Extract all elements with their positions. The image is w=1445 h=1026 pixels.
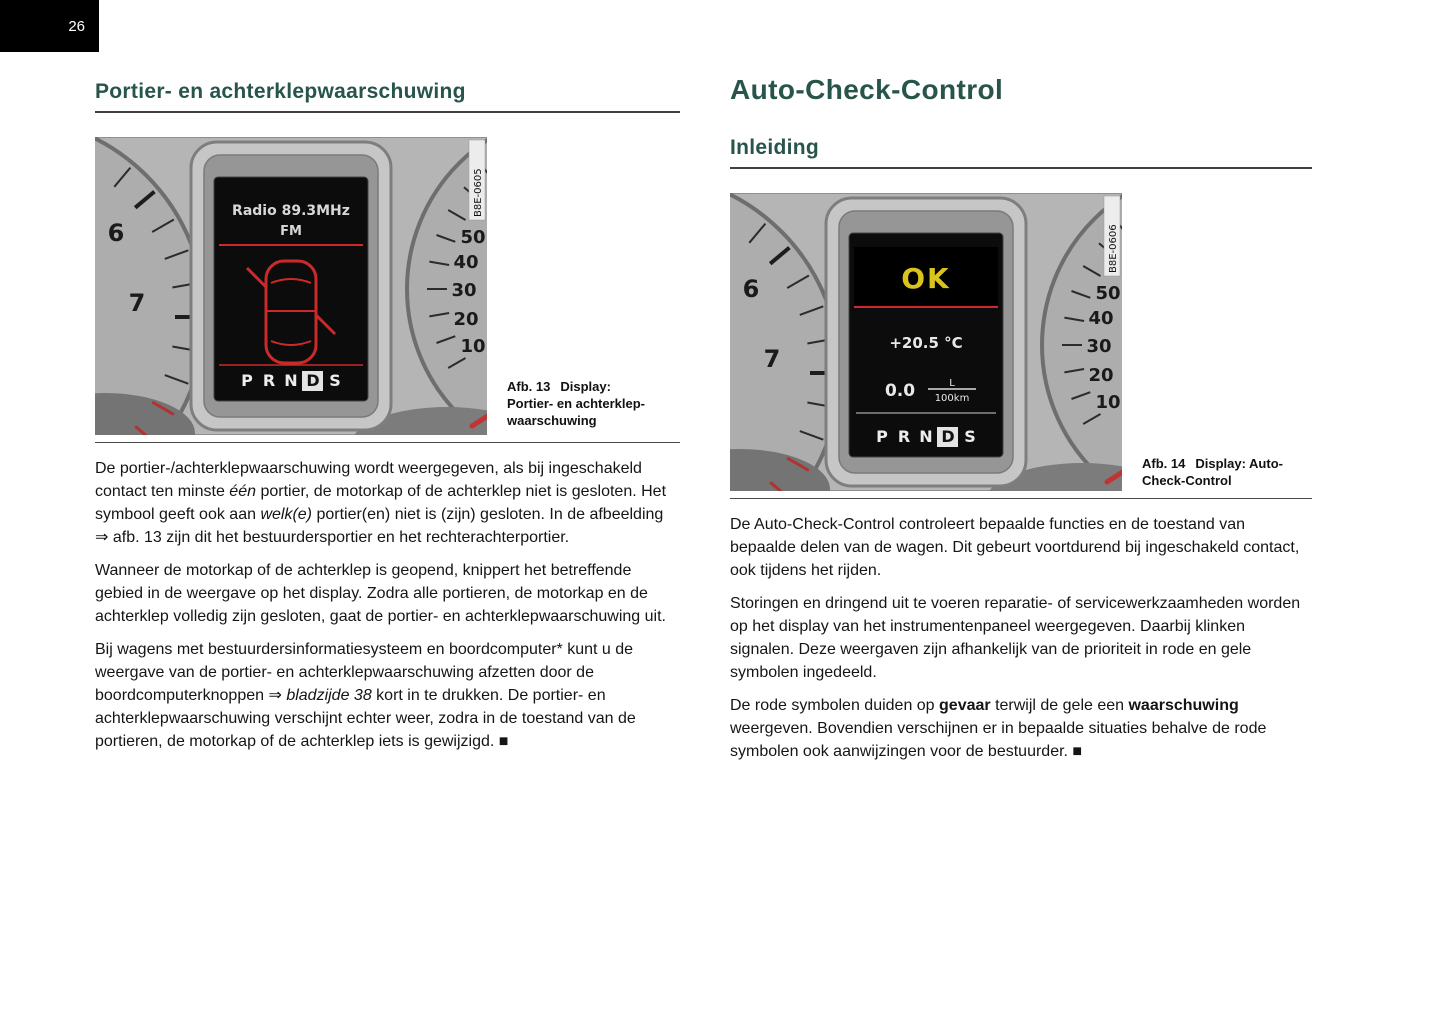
check-status-text: OK — [901, 262, 951, 295]
figure-13-rule — [95, 442, 680, 443]
svg-text:50: 50 — [460, 227, 486, 248]
svg-text:0.0: 0.0 — [884, 381, 916, 401]
svg-text:10: 10 — [1095, 392, 1121, 413]
svg-text:20: 20 — [1088, 365, 1114, 386]
left-column — [95, 80, 680, 763]
tach-number-6: 6 — [107, 219, 125, 247]
left-body — [95, 457, 680, 753]
svg-text:N: N — [919, 427, 933, 446]
svg-text:100km: 100km — [934, 393, 970, 404]
svg-text:N: N — [284, 371, 298, 390]
figure-14-caption: Afb. 14 Display: Auto- Check-Control — [1142, 456, 1283, 488]
figure-13-caption: Afb. 13 Display: Portier- en achterklep- waarschuwing — [507, 379, 645, 428]
paragraph: Bij wagens met bestuurdersinformatiesysteem en boordcomputer* kunt u de weergave van de portier- en achterklepwaarschuwing afzetten door de boordcomputerknoppen ⇒ bladzijde 38 kort in te drukken. De portier- en achterklepwaarschuwing verschijnt echter weer, zodra in de toestand van de portieren, de motorkap of de achterklep iets is gewijzigd. ■ — [95, 641, 636, 750]
right-body — [730, 513, 1312, 763]
figure-13-label: Afb. 13 — [507, 379, 551, 394]
svg-text:S: S — [329, 371, 341, 390]
page-number: 26 — [68, 17, 85, 35]
right-column — [730, 74, 1312, 773]
svg-text:10: 10 — [460, 336, 486, 357]
tach-number-7: 7 — [763, 345, 781, 373]
paragraph: Wanneer de motorkap of de achterklep is geopend, knippert het betreffende gebied in de weergave op het display. Zodra alle portieren, de motorkap en de achterklep volledig zijn gesloten, gaat de portier- en achterklepwaarschuwing uit. — [95, 562, 666, 625]
paragraph: De rode symbolen duiden op gevaar terwijl de gele een waarschuwing weergeven. Bovendien verschijnen er in bepaalde situaties behalve de rode symbolen ook aanwijzingen voor de bestuurder. ■ — [730, 697, 1267, 760]
svg-text:40: 40 — [1088, 308, 1114, 329]
figure-code: B8E-0605 — [473, 168, 484, 217]
figure-14-rule — [730, 498, 1312, 499]
right-section-heading: Inleiding — [730, 136, 820, 159]
svg-text:50: 50 — [1095, 283, 1121, 304]
svg-text:30: 30 — [1086, 336, 1112, 357]
svg-text:P: P — [876, 427, 888, 446]
svg-text:D: D — [306, 371, 320, 390]
paragraph: De portier-/achterklepwaarschuwing wordt weergegeven, als bij ingeschakeld contact ten minste één portier, de motorkap of de achterklep niet is gesloten. Het symbool geeft ook aan welk(e) portier(en) niet is (zijn) gesloten. In de afbeelding ⇒ afb. 13 zijn dit het bestuurdersportier en het rechterachterportier. — [95, 460, 667, 546]
left-section-heading: Portier- en achterklepwaarschuwing — [95, 80, 466, 103]
svg-text:R: R — [897, 427, 911, 446]
figure-code: B8E-0606 — [1108, 224, 1119, 273]
tach-number-7: 7 — [128, 289, 146, 317]
radio-band: FM — [280, 224, 302, 239]
paragraph: De Auto-Check-Control controleert bepaalde functies en de toestand van bepaalde delen van de wagen. Dit gebeurt voortdurend bij ingeschakeld contact, ook tijdens het rijden. — [730, 516, 1300, 579]
svg-text:R: R — [262, 371, 276, 390]
paragraph: Storingen en dringend uit te voeren reparatie- of servicewerkzaamheden worden op het display van het instrumentenpaneel weergegeven. Daarbij klinken signalen. Deze weergaven zijn afhankelijk van de prioriteit in rode en gele symbolen ingedeeld. — [730, 595, 1301, 681]
svg-text:S: S — [964, 427, 976, 446]
page-number-box — [0, 0, 99, 52]
svg-text:20: 20 — [453, 309, 479, 330]
svg-text:L: L — [949, 378, 955, 389]
temperature-readout: +20.5 °C — [889, 334, 963, 352]
radio-line: Radio 89.3MHz — [232, 203, 350, 219]
figure-14 — [730, 193, 1312, 499]
svg-text:30: 30 — [451, 280, 477, 301]
figure-14-label: Afb. 14 — [1142, 456, 1186, 471]
svg-text:D: D — [941, 427, 955, 446]
chapter-heading: Auto-Check-Control — [730, 74, 1004, 105]
instrument-cluster-image-13 — [95, 137, 487, 435]
svg-text:40: 40 — [453, 252, 479, 273]
tach-number-6: 6 — [742, 275, 760, 303]
figure-13 — [95, 137, 680, 443]
instrument-cluster-image-14 — [730, 193, 1122, 491]
svg-text:P: P — [241, 371, 253, 390]
